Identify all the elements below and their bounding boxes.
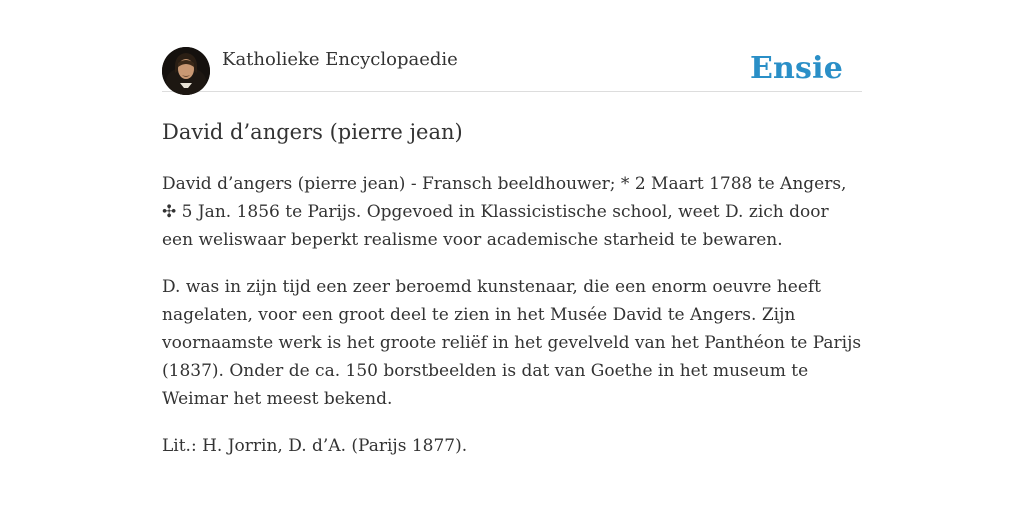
article-paragraph: David d’angers (pierre jean) - Fransch beeldhouwer; * 2 Maart 1788 te Angers, ✣ 5 Jan. 1856 te Parijs. Opgevoed in Klassicistische school, weet D. zich door een weliswaar beperkt realisme voor academische starheid te bewaren.	[162, 174, 847, 250]
article-card	[162, 46, 862, 460]
literature-reference: Lit.: H. Jorrin, D. d’A. (Parijs 1877).	[162, 436, 468, 456]
page-title: David d’angers (pierre jean)	[162, 120, 463, 144]
source-header	[162, 46, 862, 92]
portrait-avatar-icon[interactable]	[162, 47, 210, 95]
article-paragraph: D. was in zijn tijd een zeer beroemd kunstenaar, die een enorm oeuvre heeft nagelaten, voor een groot deel te zien in het Musée David te Angers. Zijn voornaamste werk is het groote reliëf in het gevelveld van het Panthéon te Parijs (1837). Onder de ca. 150 borstbeelden is dat van Goethe in het museum te Weimar het meest bekend.	[162, 277, 862, 409]
brand-logo[interactable]: Ensie	[749, 51, 843, 86]
source-name[interactable]: Katholieke Encyclopaedie	[222, 49, 458, 70]
